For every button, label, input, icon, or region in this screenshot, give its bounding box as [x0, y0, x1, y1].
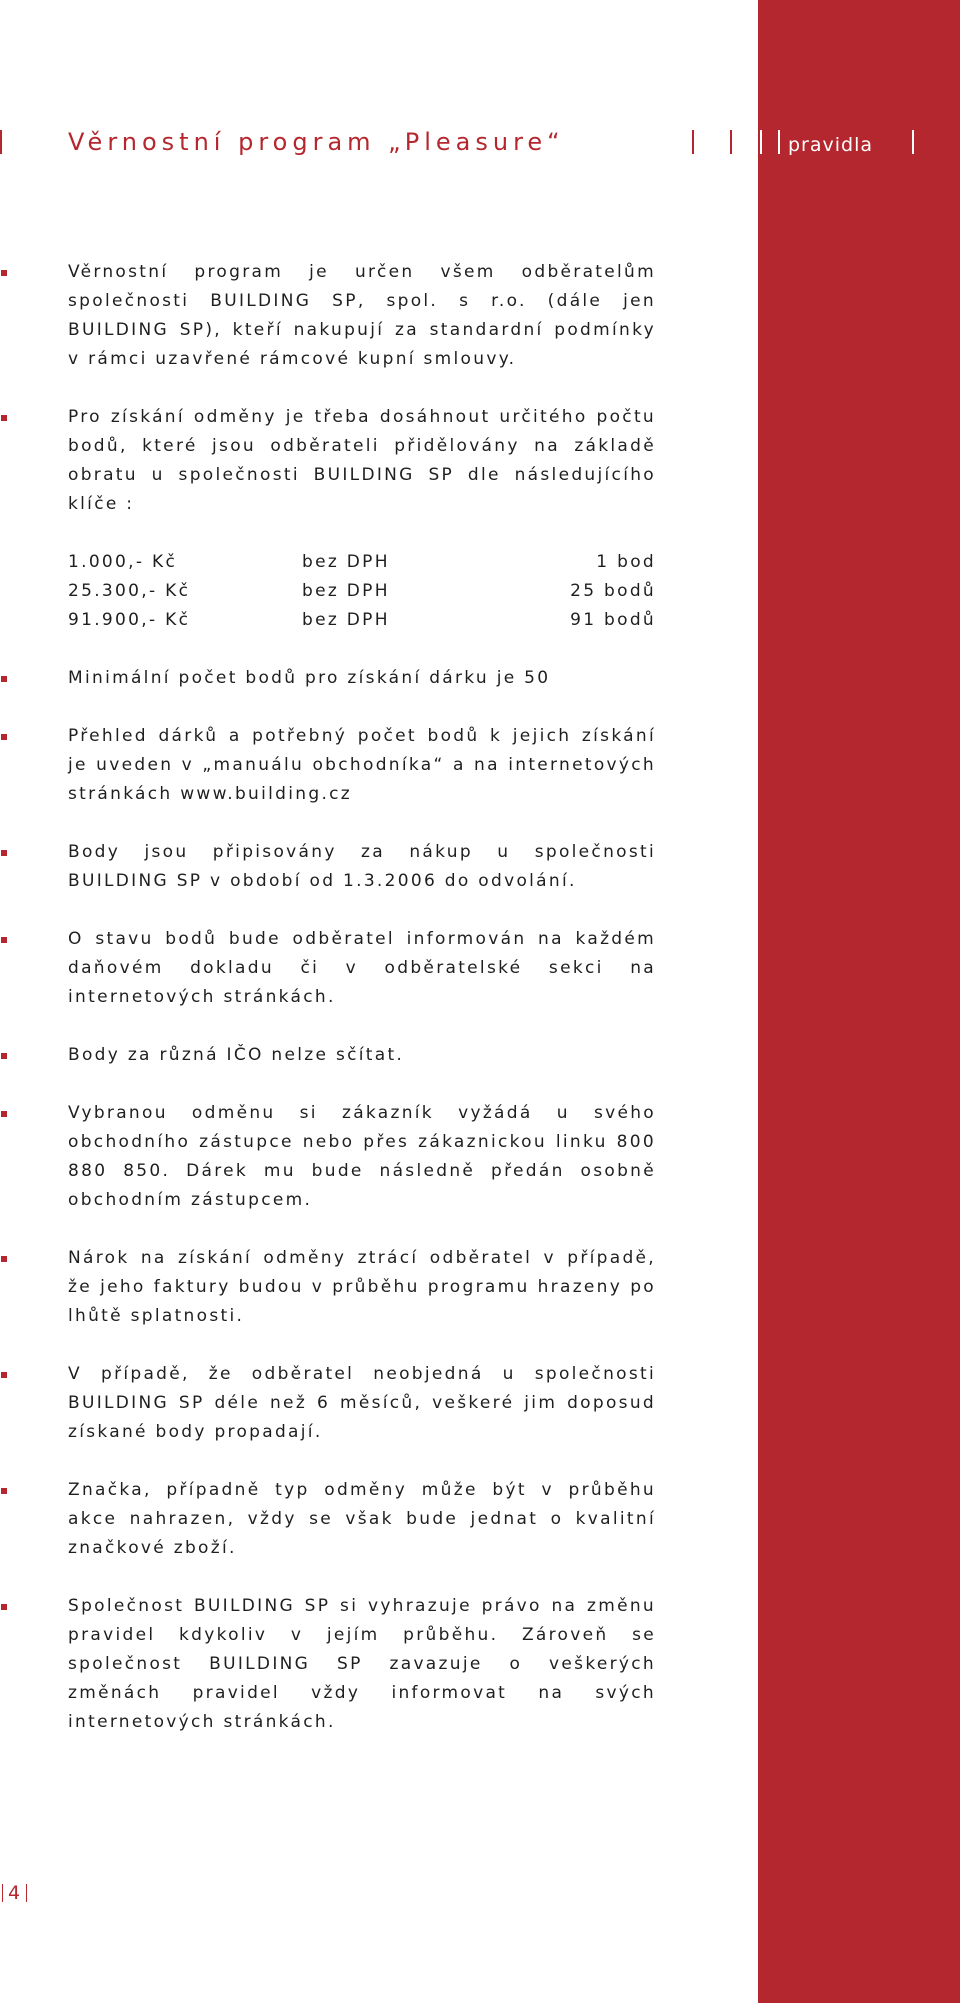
rule-paragraph	[68, 722, 656, 809]
bullet-icon	[1, 937, 7, 943]
amount-cell: 1.000,- Kč	[68, 552, 178, 572]
paragraph-text: Body za různá IČO nelze sčítat.	[68, 1045, 405, 1065]
header-divider	[0, 130, 2, 154]
table-row	[68, 606, 656, 635]
paragraph-text: Věrnostní program je určen všem odběratelům společnosti BUILDING SP, spol. s r.o. (dále jen BUILDING SP), kteří nakupují za standardní podmínky v rámci uzavřené rámcové kupní smlouvy.	[68, 262, 656, 369]
bullet-icon	[1, 1256, 7, 1262]
bullet-icon	[1, 676, 7, 682]
vat-cell: bez DPH	[302, 581, 390, 601]
rule-paragraph	[68, 1592, 656, 1737]
table-row	[68, 577, 656, 606]
paragraph-text: Vybranou odměnu si zákazník vyžádá u svého obchodního zástupce nebo přes zákaznickou linku 800 880 850. Dárek mu bude následně předán osobně obchodním zástupcem.	[68, 1103, 656, 1210]
vat-cell: bez DPH	[302, 552, 390, 572]
rule-paragraph	[68, 403, 656, 519]
paragraph-text: Společnost BUILDING SP si vyhrazuje právo na změnu pravidel kdykoliv v jejím průběhu. Zároveň se společnost BUILDING SP zavazuje o veškerých změnách pravidel vždy informovat na svých internetových stránkách.	[68, 1596, 656, 1732]
header-divider	[692, 130, 694, 154]
rule-paragraph	[68, 925, 656, 1012]
page-number-divider	[2, 1884, 3, 1902]
bullet-icon	[1, 1372, 7, 1378]
paragraph-text: Přehled dárků a potřebný počet bodů k jejich získání je uveden v „manuálu obchodníka“ a na internetových stránkách www.building.cz	[68, 726, 656, 804]
amount-cell: 25.300,- Kč	[68, 581, 191, 601]
bullet-icon	[1, 850, 7, 856]
page-title: Věrnostní program „Pleasure“	[68, 128, 565, 156]
rule-paragraph	[68, 1360, 656, 1447]
points-cell: 91 bodů	[570, 610, 656, 630]
bullet-icon	[1, 734, 7, 740]
bullet-icon	[1, 270, 7, 276]
paragraph-text: Značka, případně typ odměny může být v průběhu akce nahrazen, vždy se však bude jednat o kvalitní značkové zboží.	[68, 1480, 656, 1558]
page-number-text: 4	[8, 1882, 21, 1904]
page-number-divider	[26, 1884, 27, 1902]
bullet-icon	[1, 415, 7, 421]
rule-paragraph	[68, 664, 656, 693]
paragraph-text: Minimální počet bodů pro získání dárku je 50	[68, 668, 551, 688]
rule-paragraph	[68, 1244, 656, 1331]
bullet-icon	[1, 1053, 7, 1059]
header-divider	[730, 130, 732, 154]
points-table	[68, 548, 656, 635]
header-divider	[760, 130, 762, 154]
section-label: pravidla	[788, 134, 874, 156]
rule-paragraph	[68, 1099, 656, 1215]
rule-paragraph	[68, 1476, 656, 1563]
paragraph-text: Nárok na získání odměny ztrácí odběratel v případě, že jeho faktury budou v průběhu programu hrazeny po lhůtě splatnosti.	[68, 1248, 656, 1326]
paragraph-text: Pro získání odměny je třeba dosáhnout určitého počtu bodů, které jsou odběrateli přidělovány na základě obratu u společnosti BUILDING SP dle následujícího klíče :	[68, 407, 656, 514]
vat-cell: bez DPH	[302, 610, 390, 630]
bullet-icon	[1, 1604, 7, 1610]
rules-content	[68, 258, 656, 1766]
rule-paragraph	[68, 258, 656, 374]
paragraph-text: Body jsou připisovány za nákup u společnosti BUILDING SP v období od 1.3.2006 do odvolání.	[68, 842, 656, 891]
page-number	[0, 1880, 40, 1906]
red-side-panel	[758, 0, 960, 2003]
paragraph-text: V případě, že odběratel neobjedná u společnosti BUILDING SP déle než 6 měsíců, veškeré jim doposud získané body propadají.	[68, 1364, 656, 1442]
rule-paragraph	[68, 1041, 656, 1070]
bullet-icon	[1, 1111, 7, 1117]
table-row	[68, 548, 656, 577]
page-header	[0, 128, 920, 164]
rule-paragraph	[68, 838, 656, 896]
points-cell: 1 bod	[596, 552, 656, 572]
header-divider	[912, 130, 914, 154]
amount-cell: 91.900,- Kč	[68, 610, 191, 630]
paragraph-text: O stavu bodů bude odběratel informován na každém daňovém dokladu či v odběratelské sekci na internetových stránkách.	[68, 929, 656, 1007]
bullet-icon	[1, 1488, 7, 1494]
points-cell: 25 bodů	[570, 581, 656, 601]
header-divider	[778, 130, 780, 154]
